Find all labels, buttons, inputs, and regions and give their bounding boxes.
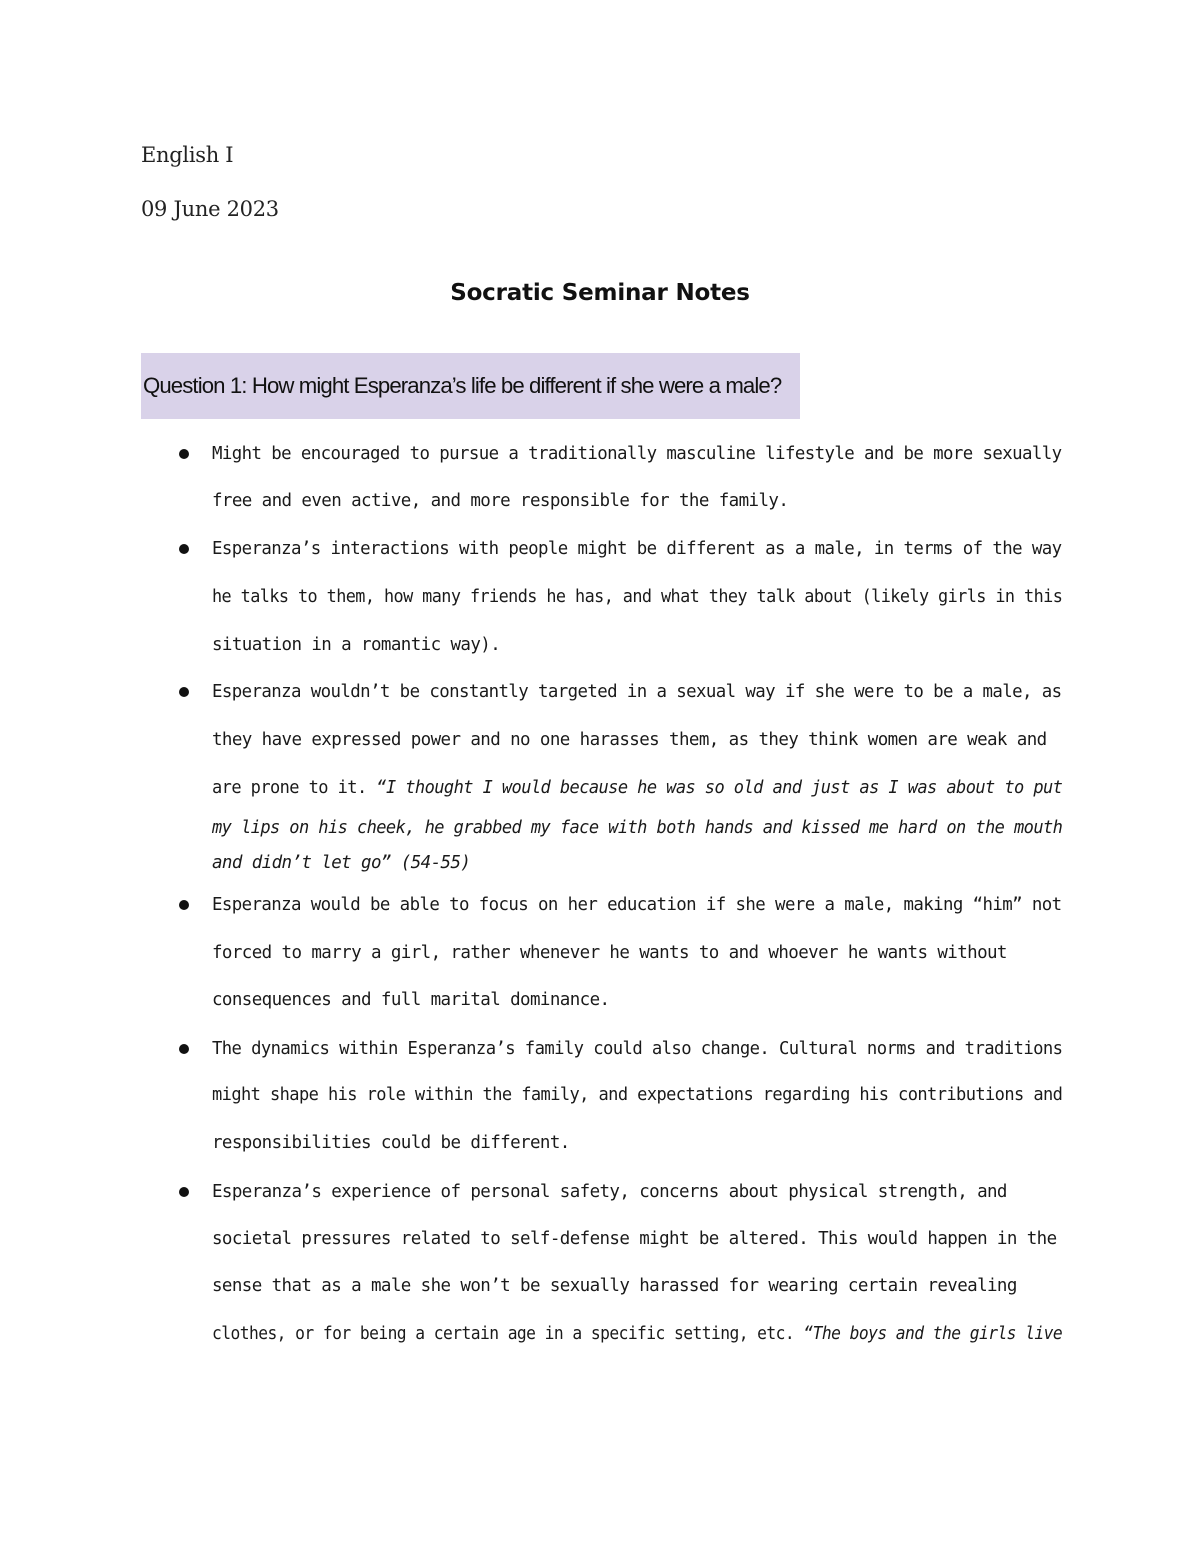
note-line — [212, 633, 1062, 657]
note-text: consequences and full marital dominance. — [212, 990, 610, 1010]
note-line — [212, 1322, 1063, 1346]
note-line — [212, 680, 1062, 704]
quote-text: “The boys and the girls live — [803, 1324, 1063, 1344]
note-line — [212, 1131, 1062, 1155]
bullet-icon — [179, 544, 189, 554]
note-line — [212, 1227, 1062, 1251]
note-text: might shape his role within the family, and expectations regarding his contributions and — [212, 1085, 1063, 1105]
note-line — [212, 585, 1063, 609]
note-line — [212, 776, 1063, 800]
note-text: Esperanza’s interactions with people might be different as a male, in terms of the way — [212, 539, 1062, 559]
note-line — [212, 537, 1062, 561]
note-line — [212, 893, 1062, 917]
note-text: forced to marry a girl, rather whenever he wants to and whoever he wants without — [212, 943, 1007, 963]
document-date: 09 June 2023 — [141, 197, 279, 221]
note-line — [212, 489, 1062, 513]
bullet-icon — [179, 1044, 189, 1054]
note-line — [212, 988, 1062, 1012]
bullet-icon — [179, 687, 189, 697]
note-text: Might be encouraged to pursue a traditionally masculine lifestyle and be more sexually — [212, 444, 1062, 464]
note-text: clothes, or for being a certain age in a specific setting, etc. — [212, 1324, 804, 1344]
note-text: are prone to it. — [212, 778, 377, 798]
page-title: Socratic Seminar Notes — [450, 280, 750, 306]
quote-text: and didn’t let go” (54-55) — [212, 853, 471, 873]
note-line — [212, 1180, 1062, 1204]
note-line — [212, 442, 1062, 466]
note-line — [212, 816, 1063, 840]
quote-text: “I thought I would because he was so old and just as I was about to put — [376, 778, 1063, 798]
note-text: sense that as a male she won’t be sexually harassed for wearing certain revealing — [212, 1276, 1017, 1296]
quote-text: my lips on his cheek, he grabbed my face with both hands and kissed me hard on the mouth — [212, 818, 1063, 838]
question-heading: Question 1: How might Esperanza’s life be different if she were a male? — [141, 353, 800, 419]
note-line — [212, 1274, 1062, 1298]
note-line — [212, 1083, 1063, 1107]
note-text: Esperanza wouldn’t be constantly targeted in a sexual way if she were to be a male, as — [212, 682, 1062, 702]
note-line — [212, 728, 1062, 752]
note-text: situation in a romantic way). — [212, 635, 501, 655]
note-line — [212, 1037, 1063, 1061]
bullet-icon — [179, 900, 189, 910]
course-name: English I — [141, 143, 234, 167]
note-line — [212, 941, 1062, 965]
note-text: Esperanza would be able to focus on her education if she were a male, making “him” not — [212, 895, 1062, 915]
note-text: The dynamics within Esperanza’s family could also change. Cultural norms and traditions — [212, 1039, 1063, 1059]
bullet-icon — [179, 449, 189, 459]
bullet-icon — [179, 1187, 189, 1197]
note-text: societal pressures related to self-defense might be altered. This would happen in the — [212, 1229, 1057, 1249]
note-text: responsibilities could be different. — [212, 1133, 570, 1153]
note-text: Esperanza’s experience of personal safety, concerns about physical strength, and — [212, 1182, 1007, 1202]
note-text: he talks to them, how many friends he has, and what they talk about (likely girls in this — [212, 587, 1063, 607]
note-text: they have expressed power and no one harasses them, as they think women are weak and — [212, 730, 1047, 750]
note-line — [212, 851, 1062, 875]
note-text: free and even active, and more responsible for the family. — [212, 491, 789, 511]
